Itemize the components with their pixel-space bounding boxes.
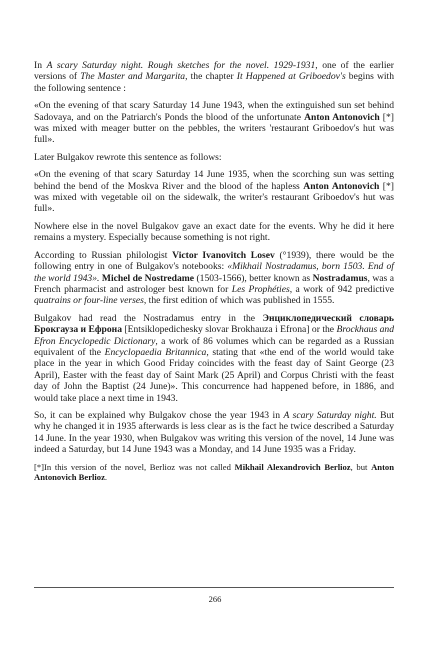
footer-rule <box>34 587 394 588</box>
book-title-italic: Brockhaus and Efron Encyclopedic Dictionary <box>34 324 394 347</box>
paragraph-conclusion <box>34 410 394 456</box>
text-run: begins with the following sentence : <box>34 71 395 94</box>
text-run: Bulgakov had read the Nostradamus entry in the <box>34 312 263 324</box>
text-run: (°1939), there would be the following entry in one of Bulgakov's notebooks: <box>34 249 394 273</box>
name-bold: Mikhail Alexandrovich Berlioz <box>234 461 351 472</box>
text-run: , the first edition of which was published in 1555. <box>143 295 335 307</box>
chapter-title-italic: It Happened at Griboedov's <box>236 71 346 83</box>
text-run: But why he changed it in 1935 afterwards is less clear as is the fact he twice described a Saturday 14 June. In the year 1930, when Bulgakov was writing this version of the novel, 14 June was indeed a Saturday, but 14 June 1943 was a Monday, and 14 June 1935 was a Friday. <box>34 409 394 456</box>
text-run: , was a French pharmacist and astrologer best known for <box>34 272 395 295</box>
name-bold: Anton Antonovich Berlioz <box>34 461 395 482</box>
text-run: , one of the earlier versions of <box>34 60 394 83</box>
text-run: , the chapter <box>185 71 237 83</box>
text-run: [Entsiklopedichesky slovar Brokhauza i Efrona] or the <box>122 324 337 336</box>
russian-title-bold: Энциклопедический словарь Брокгауза и Ефрона <box>34 312 394 336</box>
book-title-italic: A scary Saturday night. Rough sketches for the novel. 1929-1931 <box>46 60 316 71</box>
text-run: [*] was mixed with meager butter on the pebbles, the writers 'restaurant Griboedov's hut was full». <box>34 111 394 146</box>
text-run: , a work of 942 predictive <box>289 283 394 295</box>
text-run: . <box>104 472 108 482</box>
text-run: [*] was mixed with vegetable oil on the sidewalk, the writer's restaurant Griboedov's hut was full». <box>34 180 394 215</box>
paragraph-losev <box>34 250 394 307</box>
book-title-italic: The Master and Margarita <box>80 71 186 83</box>
paragraph-brockhaus <box>34 313 394 404</box>
body-text <box>34 60 394 488</box>
book-title-italic: Les Prophéties <box>231 283 290 295</box>
quote-first-version <box>34 100 394 146</box>
name-bold: Anton Antonovich <box>304 111 380 123</box>
text-run: «On the evening of that scary Saturday 14 June 1935, when the scorching sun was setting behind the bend of the Moskva River and the blood of the hapless <box>34 169 394 192</box>
text-run: , but <box>350 461 372 472</box>
name-bold: Anton Antonovich <box>303 180 380 192</box>
text-run: [*]In this version of the novel, Berlioz was not called <box>34 461 235 472</box>
text-run: So, it can be explained why Bulgakov chose the year 1943 in <box>34 409 284 421</box>
term-italic: quatrains or four-line verses <box>34 295 144 307</box>
footnote <box>34 462 394 483</box>
paragraph-mystery: Nowhere else in the novel Bulgakov gave an exact date for the events. Why he did it here remains a mystery. Especially because something is not right. <box>34 220 394 244</box>
text-run: , a work of 86 volumes which can be regarded as a Russian equivalent of the <box>34 335 394 358</box>
text-run: In <box>34 60 47 71</box>
book-title-italic: Encyclopaedia Britannica <box>104 346 207 358</box>
paragraph-rewrite: Later Bulgakov rewrote this sentence as follows: <box>34 151 222 163</box>
page-number: 266 <box>208 594 222 604</box>
paragraph-intro <box>34 60 394 94</box>
text-run: «On the evening of that scary Saturday 14 June 1943, when the extinguished sun set behind Sadovaya, and on the Patriarch's Ponds the blood of the unfortunate <box>34 100 394 123</box>
name-bold: Victor Ivanovitch Losev <box>172 249 275 261</box>
quote-second-version <box>34 169 394 215</box>
text-run: According to Russian philologist <box>34 249 173 261</box>
book-title-italic: A scary Saturday night. <box>283 409 377 421</box>
name-bold: Nostradamus <box>312 272 368 284</box>
text-run: (1503-1566), better known as <box>194 272 313 284</box>
name-bold: Michel de Nostredame <box>101 272 195 284</box>
notebook-quote-italic: «Mikhail Nostradamus, born 1503. End of the world 1943». <box>34 261 394 284</box>
text-run: , stating that «the end of the world would take place in the year in which Good Friday coincides with the feast day of Saint George (23 April), Easter with the feast day of Saint Mark (25 April) and Corpus Christi with the feast day of John the Baptist (24 June)». This concurrence had happened before, in 1886, and would take place a next time in 1943. <box>34 346 394 404</box>
